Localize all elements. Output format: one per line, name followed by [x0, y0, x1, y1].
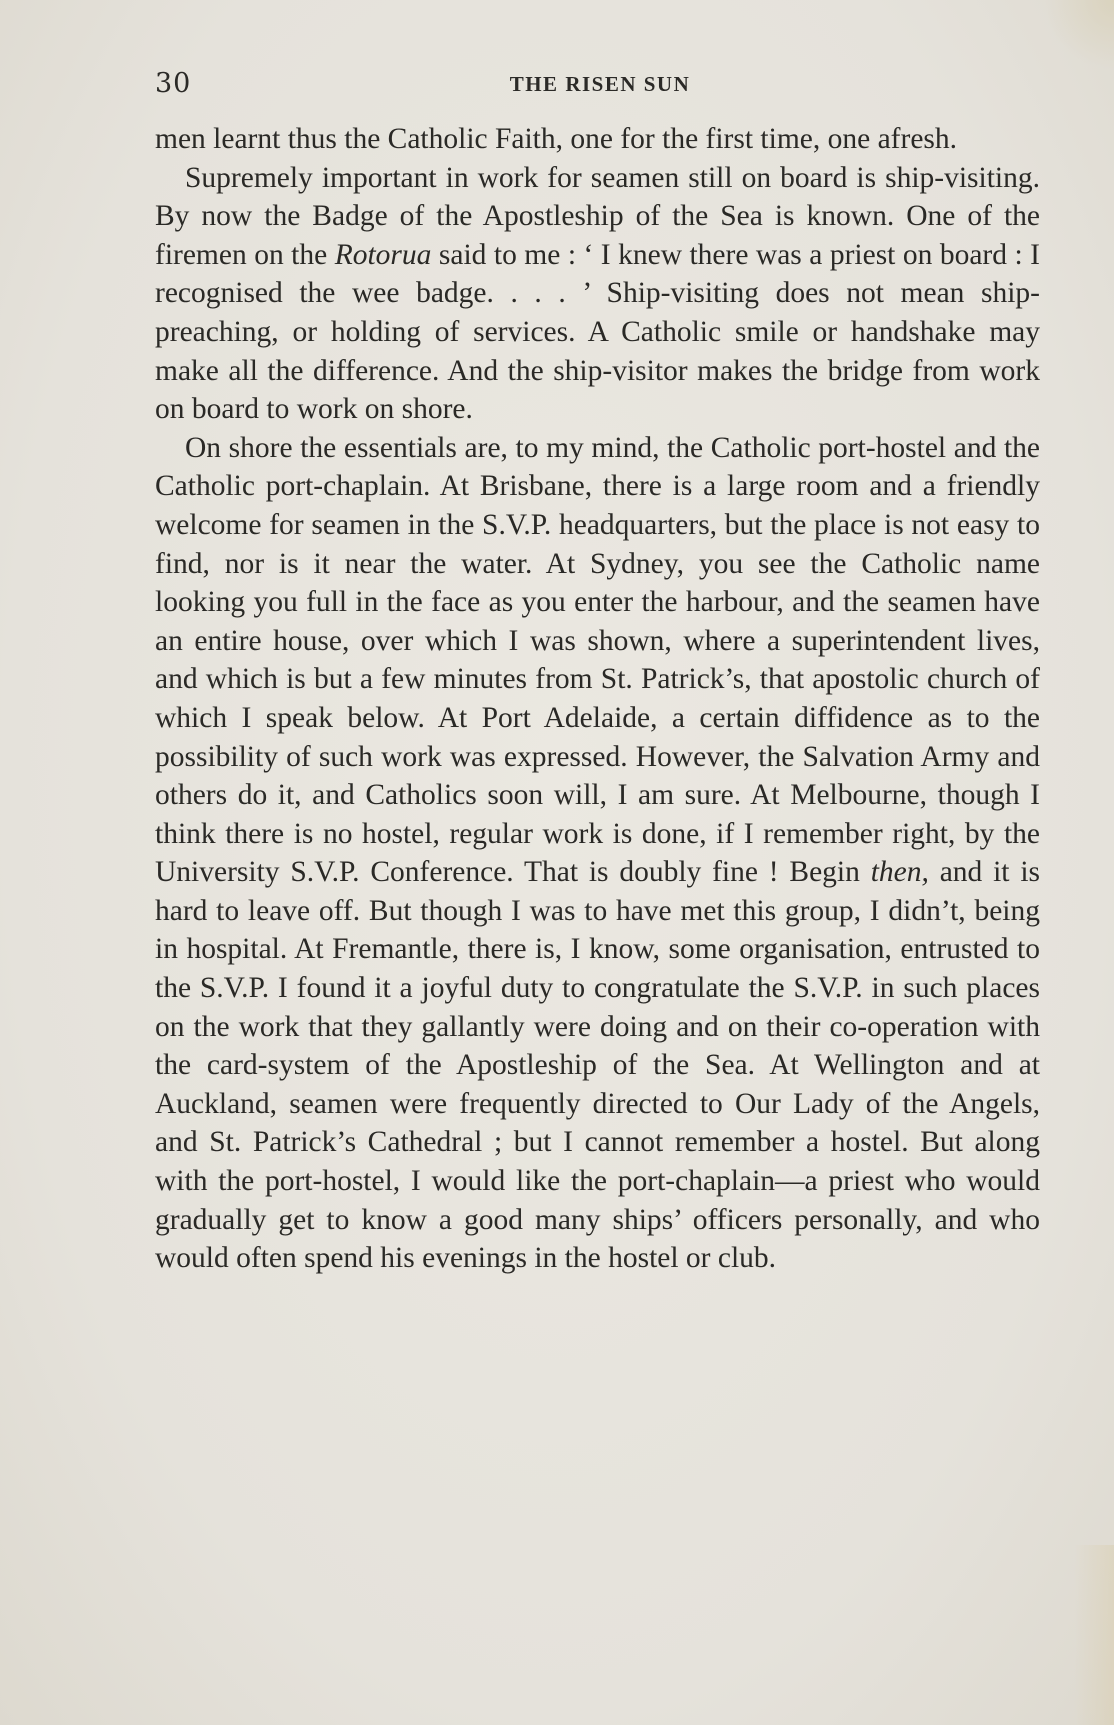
- page-header: [155, 66, 1045, 106]
- page-stain: [1044, 0, 1114, 70]
- ship-name-italic: Rotorua: [334, 238, 432, 271]
- paragraph-text: Supremely important in work for seamen still on board is ship-visiting. By now the Badge of the Apostleship of the Sea is known. One of the firemen on the: [155, 161, 1040, 271]
- paragraph-text: said to me : ‘ I knew there was a priest on board : I recognised the wee badge. . . . ’ Ship-visiting does not mean ship-preaching, or holding of services. A Catholic smile or handshake may make all the difference. And the ship-visitor makes the bridge from work on board to work on shore.: [155, 238, 1040, 426]
- emphasis-italic: then,: [870, 856, 929, 889]
- paragraph-ship-visiting: [155, 159, 1040, 429]
- paragraph-on-shore: [155, 429, 1040, 1278]
- paragraph-continuation: [155, 120, 1040, 159]
- body-text: [155, 120, 1040, 1278]
- paragraph-text: men learnt thus the Catholic Faith, one for the first time, one afresh.: [155, 123, 958, 155]
- paragraph-text: and it is hard to leave off. But though I was to have met this group, I didn’t, being in hospital. At Fremantle, there is, I know, some organisation, entrusted to the S.V.P. I found it a joyful duty to congratulate the S.V.P. in such places on the work that they gallantly were doing and on their co-operation with the card-system of the Apostleship of the Sea. At Wellington and at Auckland, seamen were frequently directed to Our Lady of the Angels, and St. Patrick’s Cathedral ; but I cannot remember a hostel. But along with the port-hostel, I would like the port-chaplain—a priest who would gradually get to know a good many ships’ officers personally, and who would often spend his evenings in the hostel or club.: [155, 856, 1040, 1275]
- running-head: THE RISEN SUN: [509, 72, 691, 96]
- page-number: 30: [155, 68, 192, 99]
- page-edge-discoloration: [1074, 1545, 1114, 1725]
- paragraph-text: On shore the essentials are, to my mind, the Catholic port-hostel and the Catholic port-chaplain. At Brisbane, there is a large room and a friendly welcome for seamen in the S.V.P. headquarters, but the place is not easy to find, nor is it near the water. At Sydney, you see the Catholic name looking you full in the face as you enter the harbour, and the seamen have an entire house, over which I was shown, where a superintendent lives, and which is but a few minutes from St. Patrick’s, that apostolic church of which I speak below. At Port Adelaide, a certain diffidence as to the possibility of such work was expressed. However, the Salvation Army and others do it, and Catholics soon will, I am sure. At Melbourne, though I think there is no hostel, regular work is done, if I remember right, by the University S.V.P. Conference. That is doubly fine ! Begin: [155, 431, 1040, 889]
